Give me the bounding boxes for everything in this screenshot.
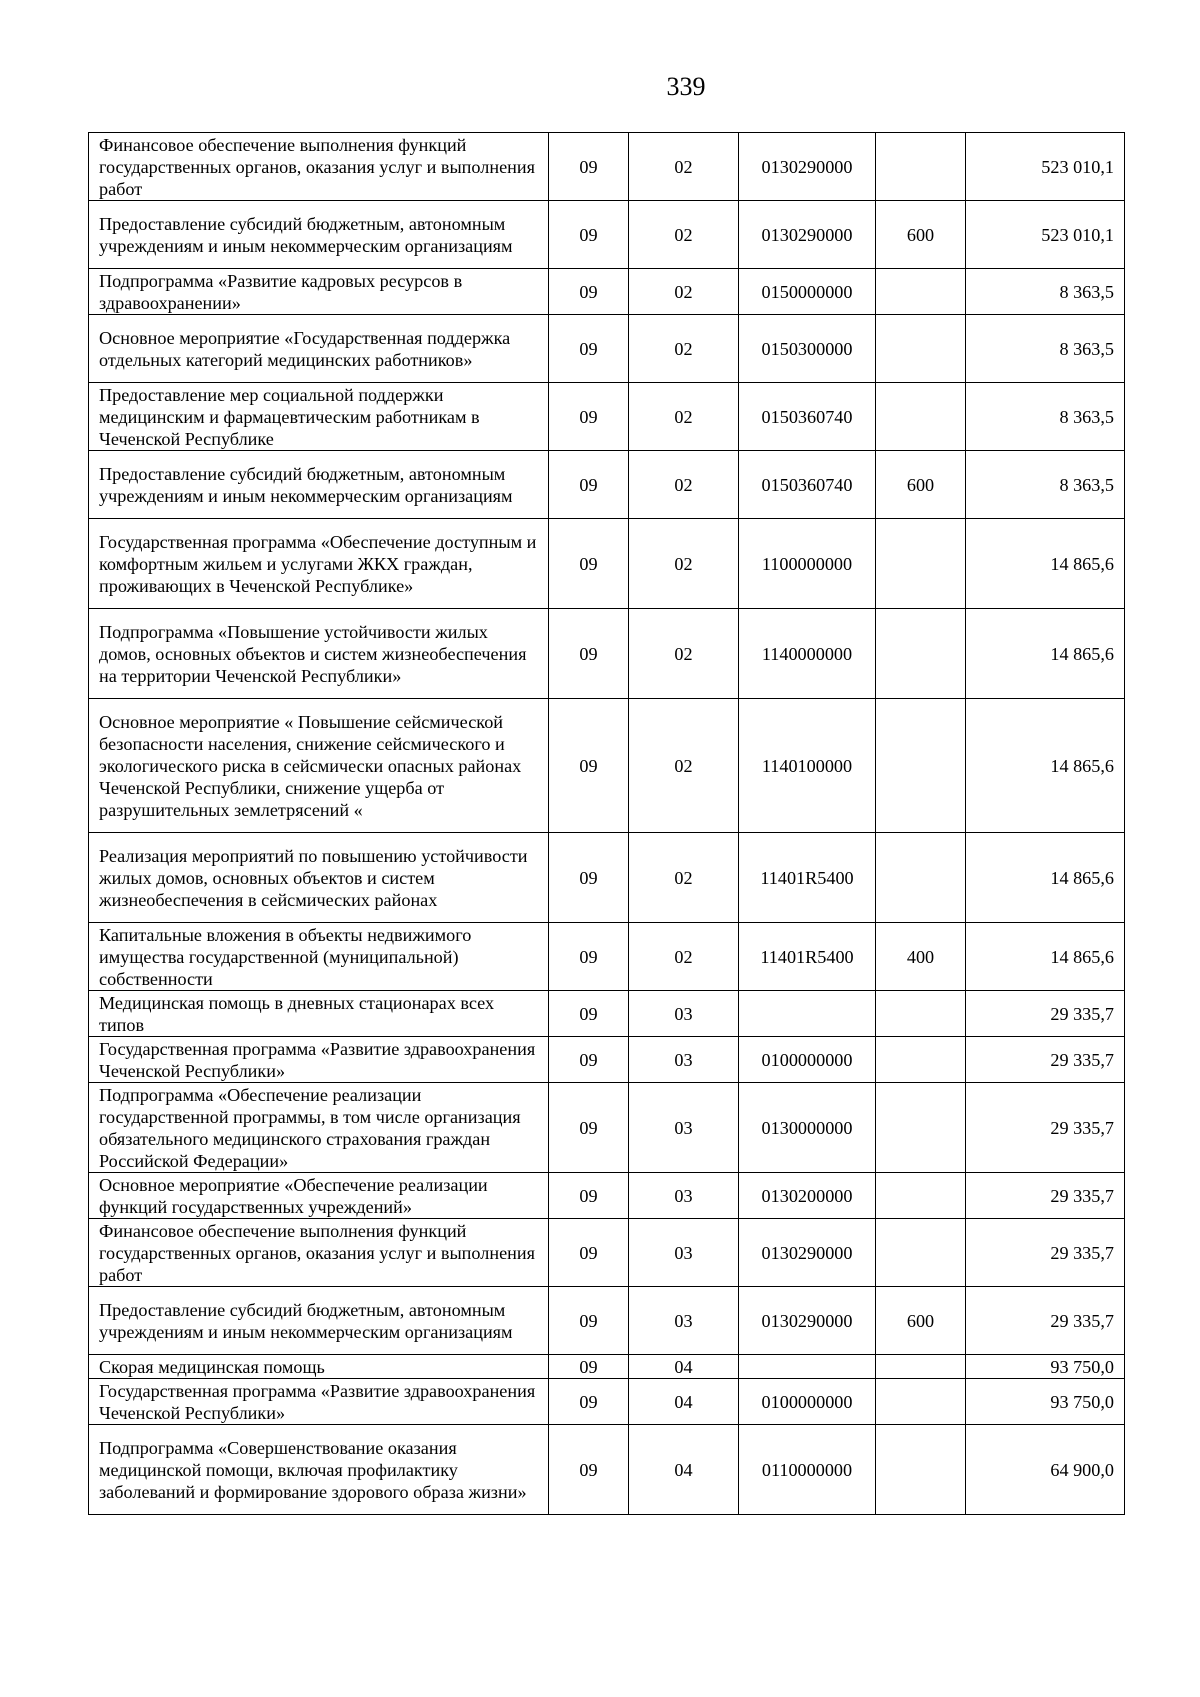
row-section-code: 09	[549, 609, 629, 699]
row-target-code: 11401R5400	[739, 833, 876, 923]
row-expense-type	[876, 609, 966, 699]
row-section-code: 09	[549, 269, 629, 315]
row-amount: 14 865,6	[966, 609, 1125, 699]
row-expense-type	[876, 519, 966, 609]
table-row	[89, 1083, 1125, 1173]
row-amount: 29 335,7	[966, 1083, 1125, 1173]
row-target-code: 0150000000	[739, 269, 876, 315]
row-amount: 29 335,7	[966, 1219, 1125, 1287]
row-target-code: 0100000000	[739, 1037, 876, 1083]
table-row	[89, 991, 1125, 1037]
row-target-code: 0130200000	[739, 1173, 876, 1219]
row-amount: 8 363,5	[966, 315, 1125, 383]
row-subsection-code: 04	[629, 1355, 739, 1379]
row-description: Реализация мероприятий по повышению устойчивости жилых домов, основных объектов и систем жизнеобеспечения в сейсмических районах	[89, 833, 549, 923]
row-subsection-code: 03	[629, 1037, 739, 1083]
row-section-code: 09	[549, 451, 629, 519]
row-section-code: 09	[549, 991, 629, 1037]
row-subsection-code: 04	[629, 1379, 739, 1425]
row-amount: 14 865,6	[966, 923, 1125, 991]
row-expense-type	[876, 699, 966, 833]
row-target-code: 0100000000	[739, 1379, 876, 1425]
row-description: Финансовое обеспечение выполнения функций государственных органов, оказания услуг и выполнения работ	[89, 1219, 549, 1287]
row-section-code: 09	[549, 1287, 629, 1355]
row-expense-type	[876, 269, 966, 315]
row-expense-type: 400	[876, 923, 966, 991]
row-section-code: 09	[549, 1219, 629, 1287]
row-description: Основное мероприятие « Повышение сейсмической безопасности населения, снижение сейсмического и экологического риска в сейсмически опасных районах Чеченской Республики, снижение ущерба от разрушительных землетрясений «	[89, 699, 549, 833]
row-amount: 29 335,7	[966, 991, 1125, 1037]
row-amount: 93 750,0	[966, 1379, 1125, 1425]
row-subsection-code: 02	[629, 451, 739, 519]
row-target-code: 1140000000	[739, 609, 876, 699]
row-description: Подпрограмма «Совершенствование оказания медицинской помощи, включая профилактику заболеваний и формирование здорового образа жизни»	[89, 1425, 549, 1515]
row-section-code: 09	[549, 201, 629, 269]
row-subsection-code: 04	[629, 1425, 739, 1515]
row-subsection-code: 02	[629, 315, 739, 383]
row-subsection-code: 02	[629, 201, 739, 269]
row-section-code: 09	[549, 923, 629, 991]
row-subsection-code: 03	[629, 1287, 739, 1355]
table-row	[89, 1287, 1125, 1355]
row-subsection-code: 02	[629, 519, 739, 609]
row-amount: 14 865,6	[966, 699, 1125, 833]
row-amount: 29 335,7	[966, 1037, 1125, 1083]
row-description: Предоставление субсидий бюджетным, автономным учреждениям и иным некоммерческим организациям	[89, 1287, 549, 1355]
row-section-code: 09	[549, 1379, 629, 1425]
row-subsection-code: 02	[629, 833, 739, 923]
row-subsection-code: 02	[629, 923, 739, 991]
row-target-code: 1140100000	[739, 699, 876, 833]
row-amount: 8 363,5	[966, 383, 1125, 451]
row-section-code: 09	[549, 133, 629, 201]
row-expense-type	[876, 1219, 966, 1287]
row-subsection-code: 02	[629, 383, 739, 451]
row-expense-type	[876, 1037, 966, 1083]
table-row	[89, 519, 1125, 609]
row-expense-type	[876, 1173, 966, 1219]
table-row	[89, 269, 1125, 315]
row-subsection-code: 03	[629, 1083, 739, 1173]
row-section-code: 09	[549, 315, 629, 383]
row-expense-type	[876, 1425, 966, 1515]
row-amount: 8 363,5	[966, 269, 1125, 315]
row-description: Основное мероприятие «Государственная поддержка отдельных категорий медицинских работников»	[89, 315, 549, 383]
row-expense-type	[876, 991, 966, 1037]
row-expense-type: 600	[876, 451, 966, 519]
row-amount: 523 010,1	[966, 133, 1125, 201]
row-target-code: 0130290000	[739, 133, 876, 201]
row-subsection-code: 03	[629, 1219, 739, 1287]
row-amount: 523 010,1	[966, 201, 1125, 269]
row-section-code: 09	[549, 1083, 629, 1173]
row-expense-type	[876, 383, 966, 451]
table-row	[89, 1219, 1125, 1287]
row-section-code: 09	[549, 699, 629, 833]
row-amount: 8 363,5	[966, 451, 1125, 519]
row-expense-type: 600	[876, 201, 966, 269]
row-target-code: 0150300000	[739, 315, 876, 383]
table-row	[89, 1355, 1125, 1379]
row-section-code: 09	[549, 1355, 629, 1379]
row-description: Основное мероприятие «Обеспечение реализации функций государственных учреждений»	[89, 1173, 549, 1219]
row-description: Предоставление мер социальной поддержки медицинским и фармацевтическим работникам в Чеченской Республике	[89, 383, 549, 451]
row-target-code: 0150360740	[739, 451, 876, 519]
table-row	[89, 1173, 1125, 1219]
row-description: Подпрограмма «Повышение устойчивости жилых домов, основных объектов и систем жизнеобеспечения на территории Чеченской Республики»	[89, 609, 549, 699]
row-description: Капитальные вложения в объекты недвижимого имущества государственной (муниципальной) собственности	[89, 923, 549, 991]
row-target-code: 0130290000	[739, 201, 876, 269]
row-target-code: 11401R5400	[739, 923, 876, 991]
row-section-code: 09	[549, 383, 629, 451]
row-description: Государственная программа «Развитие здравоохранения Чеченской Республики»	[89, 1379, 549, 1425]
table-row	[89, 451, 1125, 519]
row-section-code: 09	[549, 519, 629, 609]
row-subsection-code: 02	[629, 133, 739, 201]
row-subsection-code: 02	[629, 269, 739, 315]
row-subsection-code: 03	[629, 991, 739, 1037]
row-description: Государственная программа «Развитие здравоохранения Чеченской Республики»	[89, 1037, 549, 1083]
table-row	[89, 1425, 1125, 1515]
row-description: Скорая медицинская помощь	[89, 1355, 549, 1379]
row-amount: 14 865,6	[966, 519, 1125, 609]
row-target-code: 0130290000	[739, 1219, 876, 1287]
table-row	[89, 383, 1125, 451]
table-row	[89, 1379, 1125, 1425]
row-description: Медицинская помощь в дневных стационарах всех типов	[89, 991, 549, 1037]
table-row	[89, 923, 1125, 991]
table-row	[89, 201, 1125, 269]
row-target-code: 0150360740	[739, 383, 876, 451]
table-row	[89, 133, 1125, 201]
row-target-code	[739, 1355, 876, 1379]
budget-table-body	[89, 133, 1125, 1515]
table-row	[89, 1037, 1125, 1083]
row-target-code: 0130290000	[739, 1287, 876, 1355]
row-expense-type	[876, 315, 966, 383]
row-amount: 14 865,6	[966, 833, 1125, 923]
row-target-code	[739, 991, 876, 1037]
row-amount: 93 750,0	[966, 1355, 1125, 1379]
row-expense-type	[876, 1379, 966, 1425]
row-amount: 29 335,7	[966, 1287, 1125, 1355]
row-subsection-code: 02	[629, 699, 739, 833]
row-description: Подпрограмма «Обеспечение реализации государственной программы, в том числе организация обязательного медицинского страхования граждан Российской Федерации»	[89, 1083, 549, 1173]
page-number: 339	[666, 72, 706, 101]
row-description: Предоставление субсидий бюджетным, автономным учреждениям и иным некоммерческим организациям	[89, 201, 549, 269]
row-section-code: 09	[549, 1173, 629, 1219]
row-subsection-code: 02	[629, 609, 739, 699]
row-subsection-code: 03	[629, 1173, 739, 1219]
row-description: Государственная программа «Обеспечение доступным и комфортным жильем и услугами ЖКХ граждан, проживающих в Чеченской Республике»	[89, 519, 549, 609]
row-target-code: 0130000000	[739, 1083, 876, 1173]
row-description: Подпрограмма «Развитие кадровых ресурсов в здравоохранении»	[89, 269, 549, 315]
row-expense-type	[876, 133, 966, 201]
table-row	[89, 699, 1125, 833]
row-expense-type	[876, 1355, 966, 1379]
row-amount: 64 900,0	[966, 1425, 1125, 1515]
table-row	[89, 609, 1125, 699]
row-target-code: 0110000000	[739, 1425, 876, 1515]
row-expense-type: 600	[876, 1287, 966, 1355]
row-expense-type	[876, 1083, 966, 1173]
row-section-code: 09	[549, 833, 629, 923]
row-section-code: 09	[549, 1425, 629, 1515]
row-description: Финансовое обеспечение выполнения функций государственных органов, оказания услуг и выполнения работ	[89, 133, 549, 201]
row-description: Предоставление субсидий бюджетным, автономным учреждениям и иным некоммерческим организациям	[89, 451, 549, 519]
row-section-code: 09	[549, 1037, 629, 1083]
table-row	[89, 315, 1125, 383]
row-target-code: 1100000000	[739, 519, 876, 609]
budget-table	[88, 132, 1125, 1515]
row-amount: 29 335,7	[966, 1173, 1125, 1219]
row-expense-type	[876, 833, 966, 923]
table-row	[89, 833, 1125, 923]
